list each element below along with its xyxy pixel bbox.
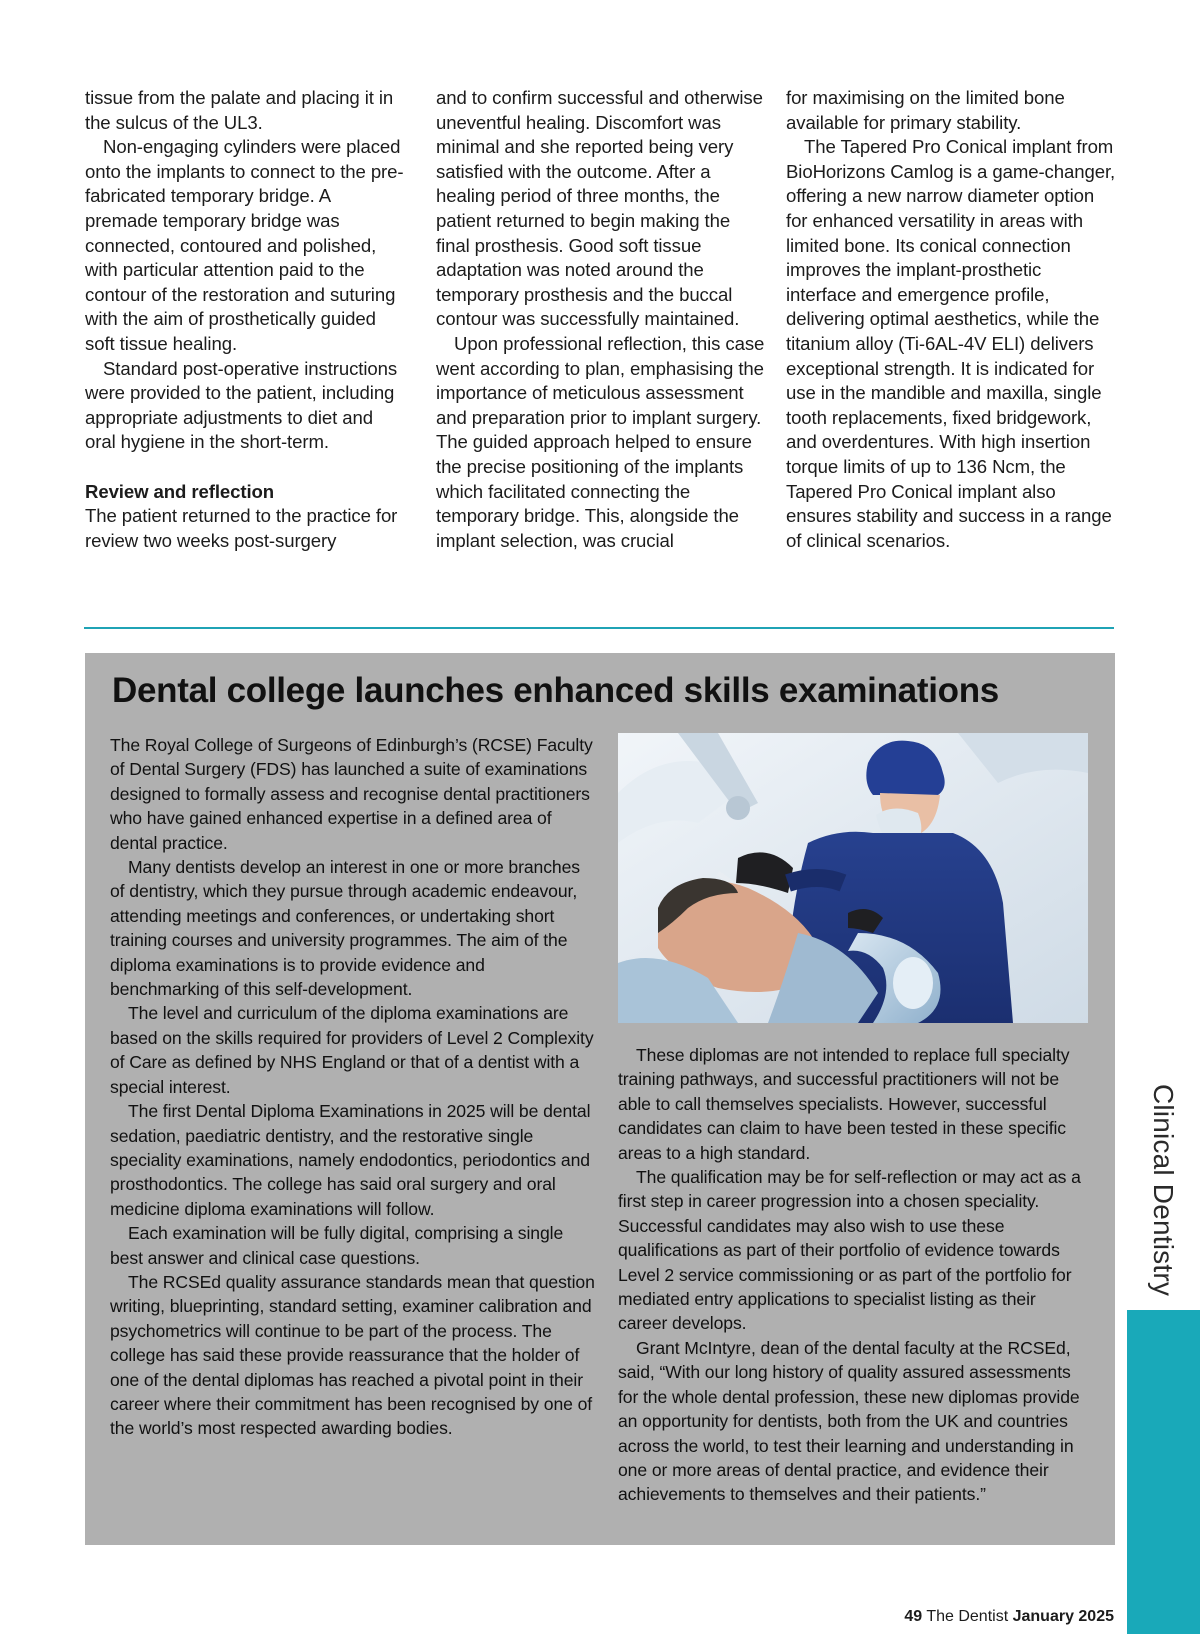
article-column-1: [85, 86, 405, 553]
dentist-photo: [618, 733, 1088, 1023]
paragraph: tissue from the palate and placing it in the sulcus of the UL3.: [85, 87, 394, 133]
news-box-column-left: [110, 733, 595, 1441]
paragraph: for maximising on the limited bone available for primary stability.: [786, 87, 1065, 133]
section-heading: Review and reflection: [85, 480, 275, 502]
paragraph: Non-engaging cylinders were placed onto the implants to connect to the pre-fabricated temporary bridge. A premade temporary bridge was connected, contoured and polished, with particular attention paid to the contour of the restoration and suturing with the aim of prosthetically guided soft tissue healing.: [85, 136, 404, 354]
article-column-3: [786, 86, 1116, 553]
paragraph: The Royal College of Surgeons of Edinburgh’s (RCSE) Faculty of Dental Surgery (FDS) has launched a suite of examinations designed to formally assess and recognise dental practitioners who have gained enhanced expertise in a defined area of dental practice.: [110, 735, 593, 853]
paragraph: Many dentists develop an interest in one or more branches of dentistry, which they pursue through academic endeavour, attending meetings and conferences, or undertaking short training courses and university programmes. The aim of the diploma examinations is to provide evidence and benchmarking of this self-development.: [110, 857, 580, 1000]
paragraph: Each examination will be fully digital, comprising a single best answer and clinical case questions.: [110, 1223, 564, 1268]
section-label-vertical: Clinical Dentistry: [1148, 1083, 1179, 1297]
paragraph: These diplomas are not intended to replace full specialty training pathways, and successful practitioners will not be able to call themselves specialists. However, successful candidates can claim to have been tested in these specific areas to a high standard.: [618, 1045, 1070, 1163]
issue-date: January 2025: [1012, 1608, 1114, 1625]
paragraph: Upon professional reflection, this case went according to plan, emphasising the importance of meticulous assessment and preparation prior to implant surgery. The guided approach helped to ensure the precise positioning of the implants which facilitated connecting the temporary bridge. This, alongside the implant selection, was crucial: [436, 332, 765, 551]
paragraph: Grant McIntyre, dean of the dental faculty at the RCSEd, said, “With our long history of quality assured assessments for the whole dental profession, these new diplomas provide an opportunity for dentists, both from the UK and countries across the world, to test their learning and understanding in one or more areas of dental practice, and evidence their achievements to themselves and their patients.”: [618, 1337, 1080, 1505]
paragraph: The level and curriculum of the diploma examinations are based on the skills required for providers of Level 2 Complexity of Care as defined by NHS England or that of a dentist with a special interest.: [110, 1003, 594, 1097]
paragraph: The Tapered Pro Conical implant from BioHorizons Camlog is a game-changer, offering a new narrow diameter option for enhanced versatility in areas with limited bone. Its conical connection improves the implant-prosthetic interface and emergence profile, delivering optimal aesthetics, while the titanium alloy (Ti-6AL-4V ELI) delivers exceptional strength. It is indicated for use in the mandible and maxilla, single tooth replacements, fixed bridgework, and overdentures. With high insertion torque limits of up to 136 Ncm, the Tapered Pro Conical implant also ensures stability and success in a range of clinical scenarios.: [786, 136, 1116, 551]
news-box-column-right: [618, 1043, 1088, 1507]
section-tab: [1127, 1310, 1200, 1634]
paragraph: The RCSEd quality assurance standards mean that question writing, blueprinting, standard setting, examiner calibration and psychometrics will continue to be part of the process. The college has said these provide reassurance that the holder of one of the dental diplomas has reached a pivotal point in their career where their commitment has been recognised by one of the world’s most respected awarding bodies.: [110, 1271, 595, 1439]
paragraph: and to confirm successful and otherwise uneventful healing. Discomfort was minimal and she reported being very satisfied with the outcome. After a healing period of three months, the patient returned to begin making the final prosthesis. Good soft tissue adaptation was noted around the temporary prosthesis and the buccal contour was successfully maintained.: [436, 87, 763, 330]
paragraph: The first Dental Diploma Examinations in 2025 will be dental sedation, paediatric dentistry, and the restorative single speciality examinations, namely endodontics, periodontics and prosthodontics. The college has said oral surgery and oral medicine diploma examinations will follow.: [110, 1101, 591, 1219]
page-footer: [904, 1608, 1114, 1626]
paragraph: The patient returned to the practice for review two weeks post-surgery: [85, 505, 398, 551]
section-divider: [84, 627, 1114, 629]
article-column-2: [436, 86, 766, 553]
news-box-title: Dental college launches enhanced skills examinations: [112, 671, 999, 710]
news-box: [85, 653, 1115, 1545]
magazine-name: The Dentist: [926, 1608, 1009, 1625]
paragraph: Standard post-operative instructions were provided to the patient, including appropriate adjustments to diet and oral hygiene in the short-term.: [85, 357, 398, 453]
page-number: 49: [904, 1608, 923, 1625]
paragraph: The qualification may be for self-reflection or may act as a first step in career progression into a chosen speciality. Successful candidates may also wish to use these qualifications as part of their portfolio of evidence towards Level 2 service commissioning or as part of the portfolio for mediated entry applications to specialist listing as their career develops.: [618, 1167, 1081, 1334]
dentist-illustration: [618, 733, 1088, 1023]
